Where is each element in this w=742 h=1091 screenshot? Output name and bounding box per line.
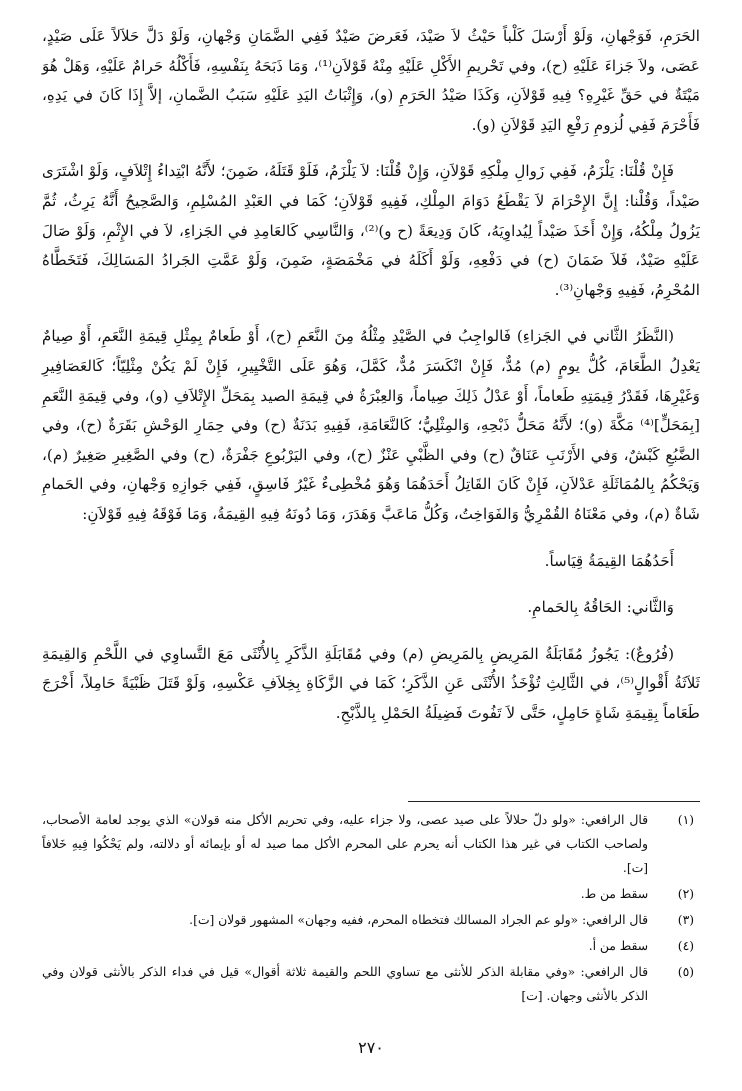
paragraph-4: أَحَدُهُمَا القِيمَةُ قِيَاساً. <box>544 551 674 570</box>
footnote <box>42 882 700 906</box>
paragraph-1: الحَرَمِ، فَوَجْهانِ، وَلَوْ أَرْسَلَ كَلْباً حَيْثُ لاَ صَيْدَ، فَعَرضَ صَيْدٌ فَفِي الضَّمَانِ وَجْهانِ، وَلَوْ دَلَّ حَلاَلاً عَلَى صَيْدٍ، عَصَى، ولاَ جَزاءَ عَلَيْهِ (ح)، وفي تَحْريمِ الأَكْلِ عَلَيْهِ مِنْهُ قَوْلاَنِ⁽¹⁾، وَمَا ذَبَحَهُ بِنَفْسِهِ، فَأَكْلُهُ حَرامٌ عَلَيْهِ، وَهَلْ هُوَ مَيْتَةٌ في حَقِّ غَيْرِهِ؟ فِيهِ قَوْلاَنِ، وَكَذَا صَيْدُ الحَرَمِ (و)، وَإِثْبَاتُ اليَدِ عَلَيْهِ سَبَبُ الضَّمانِ، إلاَّ إِذَا كَانَ في يَدِهِ، فَأَحْرَمَ فَفِي لُزومِ رَفْعِ اليَدِ قَوْلاَنِ (و). <box>42 27 700 134</box>
footnote-number: (١) <box>677 813 694 827</box>
paragraph-5: وَالثَّاني: الحَاقُهُ بِالحَمامِ. <box>527 598 674 617</box>
footnote-text: قال الرافعي: «ولو دلّ حلالاً على صيد عصى، ولا جزاء عليه، وفي تحريم الأكل منه قولان» الذي يوجد لعامة الأصحاب، ولصاحب الكتاب في غير هذا الكتاب أنه يحرم على المحرم الأكل مما صيد له أو بإيمائه أو دلالته، ولم يَحْكُوا فِيهِ خَلافاً [ت]. <box>42 813 648 875</box>
footnote-separator <box>408 801 700 802</box>
footnote <box>42 934 700 958</box>
footnote <box>42 808 700 880</box>
footnote-text: سقط من ط. <box>580 887 648 901</box>
footnote-number: (٣) <box>677 913 694 927</box>
paragraph-3: (النَّظَرُ الثَّاني في الجَزاءِ) فَالواجِبُ في الصَّيْدِ مِثْلُهُ مِنَ النَّعَمِ (ح)، أَوْ طَعامٌ بِمِثْلِ قِيمَةِ النَّعَمِ، أَوْ صِيامٌ يَعْدِلُ الطَّعَامَ، كُلُّ يومٍ (م) مُدٌّ، فَإِنْ انْكَسَرَ مُدٌّ، كَمَّلَ، وَهُوَ عَلَى التَّخْيِيرِ، فَإِنْ لَمْ يَكُنْ مِثْلِيّاً؛ كَالعَصَافِيرِ وَغَيْرِهَا، فَقَدْرُ قِيمَتِهِ طَعاماً، أَوْ عَدْلُ ذَلِكَ صِياماً، وَالعِبْرَةُ في قِيمَةِ الصيد بِمَحَلِّ الإِتْلاَفِ (و)، وفي قِيمَةِ النَّعَمِ [بِمَحَلٍّ]⁽⁴⁾ مَكَّةَ (و)؛ لأَنَّهُ مَحَلُّ ذَبْحِهِ، وَالمِثْلِيُّ؛ كَالنَّعَامَةِ، فَفِيهِ بَدَنَةٌ (ح) وفي حِمَارِ الوَحْشِ بَقَرَةٌ (ح)، وفي الضَّبُعِ كَبْشٌ، وَفي الأَرْنَبِ عَنَاقٌ (ح) وفي الظَّبْيِ عَنْزٌ (ح)، وفي اليَرْبُوعِ جَفْرَةٌ، (ح) وفي الصَّغِيرِ صَغِيرٌ (م)، وَيَحْكُمُ بِالمُمَاثَلَةِ عَدْلاَنِ، فَإِنْ كَانَ القَاتِلُ أَحَدَهُمَا وَهُوَ مُخْطِىءٌ غَيْرُ فَاسِقٍ، فَفِي جَوازِهِ وَجْهانِ، وفي الحَمامِ شَاةٌ (م)، وفي مَعْنَاهُ القُمْرِيُّ وَالفَوَاخِتُ، وَكُلُّ مَاعَبَّ وَهَدَرَ، وَمَا دُونَهُ فِيهِ القِيمَةُ، وَمَا فَوْقَهُ فِيهِ قَوْلاَنِ: <box>42 327 700 523</box>
footnote-number: (٢) <box>677 887 694 901</box>
footnote-text: قال الرافعي: «ولو عم الجراد المسالك فتخطاه المحرم، ففيه وجهان» المشهور قولان [ت]. <box>189 913 648 927</box>
footnote-text: قال الرافعي: «وفي مقابلة الذكر للأنثى مع تساوي اللحم والقيمة ثلاثة أقوال» قيل في فداء الذكر بالأنثى قولان وفي الذكر بالأنثى وجهان. [ت] <box>42 965 648 1003</box>
footnote <box>42 908 700 932</box>
footnotes <box>42 808 700 1010</box>
page-number: ٢٧٠ <box>358 1038 384 1057</box>
footnote-number: (٤) <box>677 939 694 953</box>
footnote <box>42 960 700 1008</box>
footnote-number: (٥) <box>677 965 694 979</box>
main-text <box>42 22 700 745</box>
paragraph-2: فَإِنْ قُلْنَا: يَلْزَمُ، فَفِي زَوالِ مِلْكِهِ قَوْلاَنِ، وَإِنْ قُلْنَا: لاَ يَلْزَمُ، فَلَوْ قَتَلَهُ، ضَمِنَ؛ لأَنَّهُ ابْتِداءُ إِتْلاَفٍ، وَلَوْ اشْتَرَى صَيْداً، وَقُلْنا: إِنَّ الإِحْرَامَ لاَ يَقْطَعُ دَوَامَ المِلْكِ، فَفِيهِ قَوْلاَنِ؛ كَمَا في العَبْدِ المُسْلِمِ، وَالصَّحِيحُ أَنَّهُ يَرِثُ، ثُمَّ يَزُولُ مِلْكُهُ، وَإِنْ أَخَذَ صَيْداً لِيُداوِيَهُ، كَانَ وَدِيعَةً (ح و)⁽²⁾، وَالنَّاسِي كَالعَامِدِ في الجَزاءِ، لاَ في الإِثْمِ، وَلَوْ صَالَ عَلَيْهِ صَيْدٌ، فَلاَ ضَمَانَ (ح) في دَفْعِهِ، وَلَوْ أَكَلَهُ في مَخْمَصَةٍ، ضَمِنَ، وَلَوْ عَمَّتِ الجَرادُ المَسَالِكَ، فَتَخَطَّاهُ المُحْرِمُ، فَفِيهِ وَجْهانِ⁽³⁾. <box>42 162 700 299</box>
footnote-text: سقط من أ. <box>588 939 648 953</box>
paragraph-6: (فُرُوعٌ): يَجُوزُ مُقَابَلَةُ المَرِيضِ بِالمَرِيضِ (م) وفي مُقَابَلَةِ الذَّكَرِ بِالأُنْثَى مَعَ التَّساوِي في اللَّحْمِ وَالقِيمَةِ ثَلاَثَةُ أَقْوالٍ⁽⁵⁾، في الثَّالِثِ تُؤْخَذُ الأُنْثَى عَنِ الذَّكَرِ؛ كَمَا في الزَّكَاةِ بِخِلاَفِ عَكْسِهِ، وَلَوْ قَتَلَ ظَبْيَةً حَامِلاً، أَخْرَجَ طَعَاماً بِقِيمَةِ شَاةٍ حَامِلٍ، حَتَّى لاَ تَفُوتَ فَضِيلَةُ الحَمْلِ بِالذَّبْحِ. <box>42 644 700 722</box>
